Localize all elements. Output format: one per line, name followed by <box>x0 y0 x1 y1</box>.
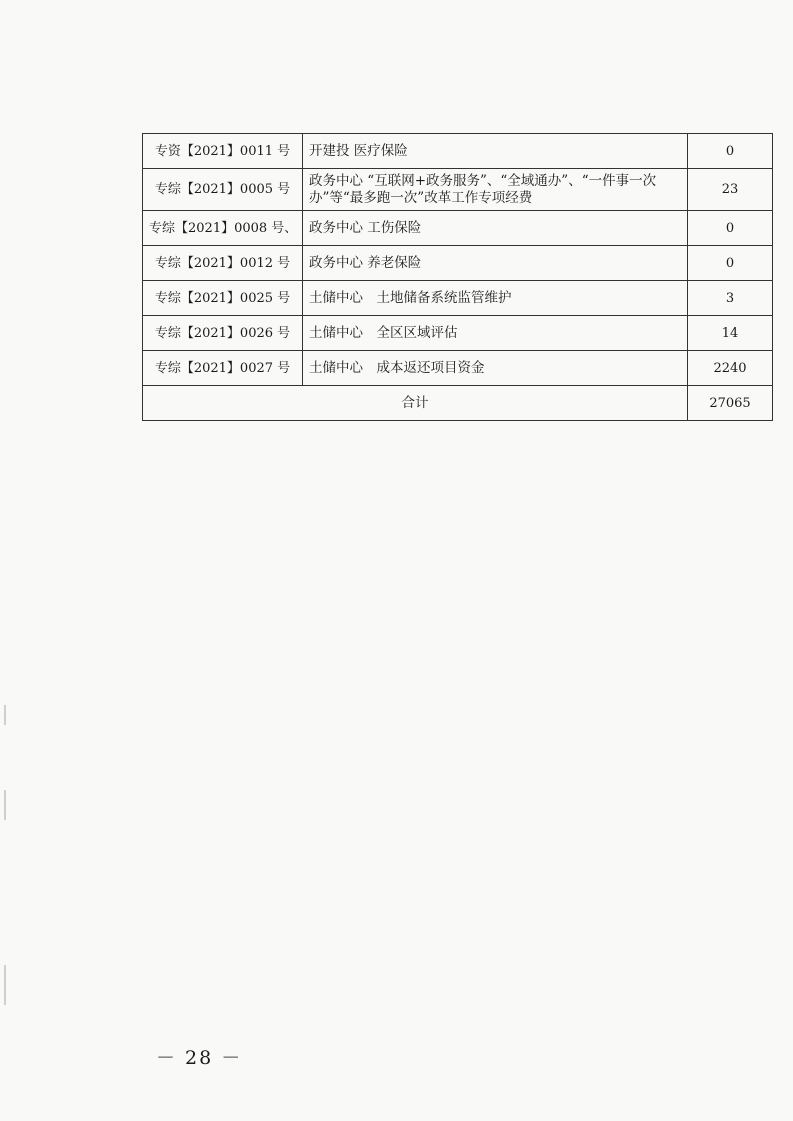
item-description-cell: 土储中心 全区区域评估 <box>303 316 688 351</box>
table-row <box>143 281 773 316</box>
budget-table <box>142 133 773 421</box>
table-row <box>143 211 773 246</box>
amount-cell: 2240 <box>688 351 773 386</box>
document-code-cell: 专综【2021】0008 号、 <box>143 211 303 246</box>
scan-artifact <box>4 965 6 1005</box>
amount-cell: 3 <box>688 281 773 316</box>
table-row <box>143 316 773 351</box>
amount-cell: 0 <box>688 246 773 281</box>
document-code-cell: 专综【2021】0027 号 <box>143 351 303 386</box>
page-number: － 28 － <box>156 1047 243 1069</box>
document-code-cell: 专综【2021】0005 号 <box>143 169 303 211</box>
document-code-cell: 专综【2021】0026 号 <box>143 316 303 351</box>
amount-cell: 23 <box>688 169 773 211</box>
table-row <box>143 169 773 211</box>
table-row <box>143 351 773 386</box>
total-amount-cell: 27065 <box>688 386 773 421</box>
item-description-cell: 政务中心 工伤保险 <box>303 211 688 246</box>
document-code-cell: 专综【2021】0025 号 <box>143 281 303 316</box>
document-code-cell: 专综【2021】0012 号 <box>143 246 303 281</box>
item-description-cell: 开建投 医疗保险 <box>303 134 688 169</box>
document-code-cell: 专资【2021】0011 号 <box>143 134 303 169</box>
table-row <box>143 134 773 169</box>
item-description-cell: 土储中心 土地储备系统监管维护 <box>303 281 688 316</box>
item-description-cell: 土储中心 成本返还项目资金 <box>303 351 688 386</box>
scan-artifact <box>4 705 6 725</box>
scan-artifact <box>4 790 6 820</box>
amount-cell: 0 <box>688 211 773 246</box>
total-row <box>143 386 773 421</box>
item-description-cell: 政务中心 “互联网+政务服务”、“全域通办”、“一件事一次办”等“最多跑一次”改革工作专项经费 <box>303 169 688 211</box>
total-label-cell: 合计 <box>143 386 688 421</box>
amount-cell: 14 <box>688 316 773 351</box>
amount-cell: 0 <box>688 134 773 169</box>
item-description-cell: 政务中心 养老保险 <box>303 246 688 281</box>
table-row <box>143 246 773 281</box>
